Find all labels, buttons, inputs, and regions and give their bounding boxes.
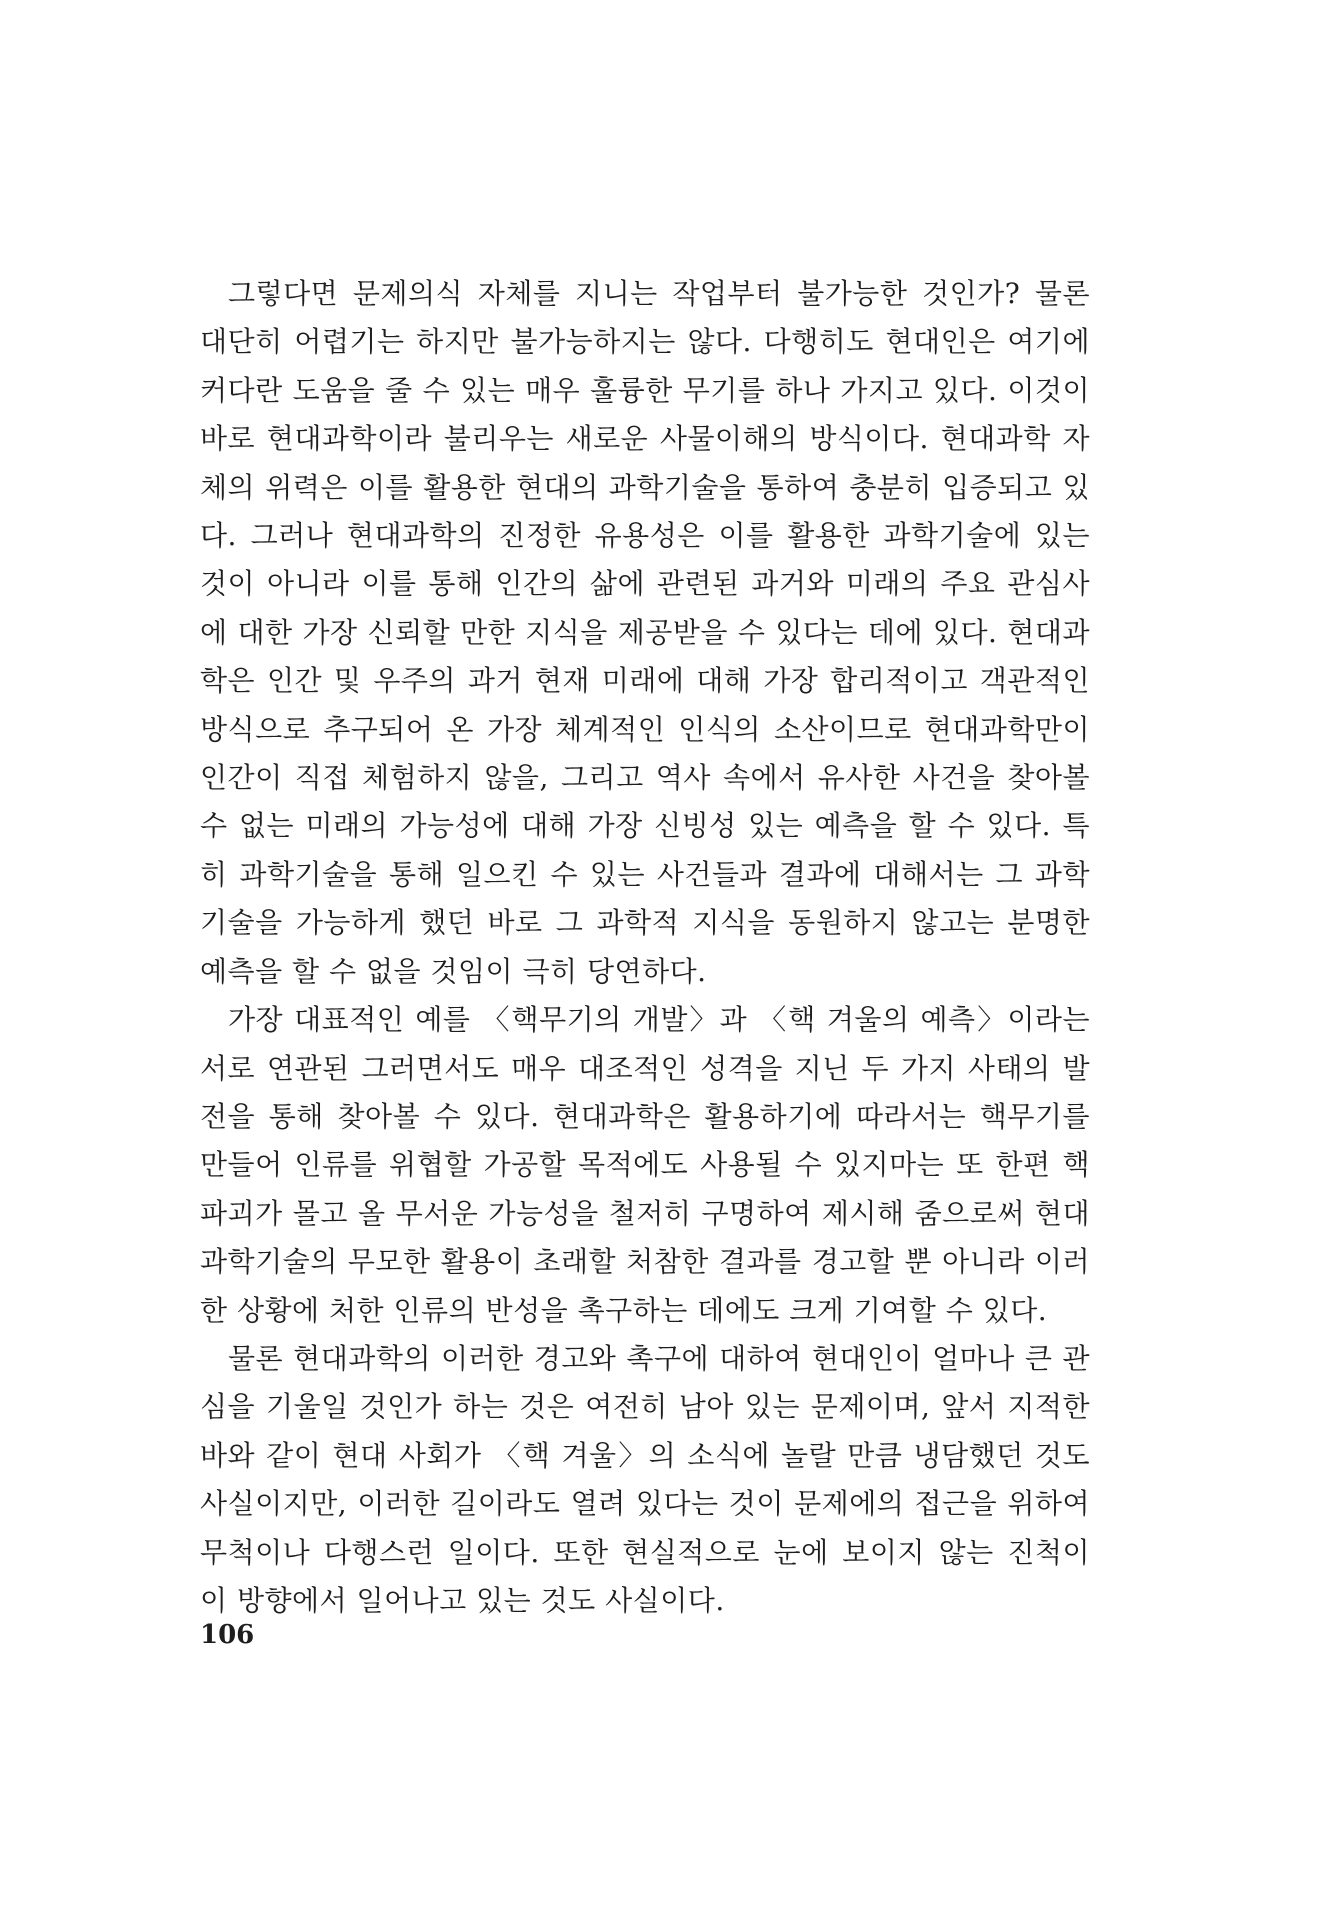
page-number: 106	[200, 1620, 255, 1650]
body-text	[200, 270, 1090, 1625]
paragraph-2: 가장 대표적인 예를 〈핵무기의 개발〉과 〈핵 겨울의 예측〉이라는 서로 연관된 그러면서도 매우 대조적인 성격을 지닌 두 가지 사태의 발전을 통해 찾아볼 수 있다. 현대과학은 활용하기에 따라서는 핵무기를 만들어 인류를 위협할 가공할 목적에도 사용될 수 있지마는 또 한편 핵 파괴가 몰고 올 무서운 가능성을 철저히 구명하여 제시해 줌으로써 현대과학기술의 무모한 활용이 초래할 처참한 결과를 경고할 뿐 아니라 이러한 상황에 처한 인류의 반성을 촉구하는 데에도 크게 기여할 수 있다.	[200, 1003, 1090, 1327]
paragraph-3: 물론 현대과학의 이러한 경고와 촉구에 대하여 현대인이 얼마나 큰 관심을 기울일 것인가 하는 것은 여전히 남아 있는 문제이며, 앞서 지적한 바와 같이 현대 사회가 〈핵 겨울〉의 소식에 놀랄 만큼 냉담했던 것도 사실이지만, 이러한 길이라도 열려 있다는 것이 문제에의 접근을 위하여 무척이나 다행스런 일이다. 또한 현실적으로 눈에 보이지 않는 진척이 이 방향에서 일어나고 있는 것도 사실이다.	[200, 1341, 1090, 1617]
paragraph-1: 그렇다면 문제의식 자체를 지니는 작업부터 불가능한 것인가? 물론 대단히 어렵기는 하지만 불가능하지는 않다. 다행히도 현대인은 여기에 커다란 도움을 줄 수 있는 매우 훌륭한 무기를 하나 가지고 있다. 이것이 바로 현대과학이라 불리우는 새로운 사물이해의 방식이다. 현대과학 자체의 위력은 이를 활용한 현대의 과학기술을 통하여 충분히 입증되고 있다. 그러나 현대과학의 진정한 유용성은 이를 활용한 과학기술에 있는 것이 아니라 이를 통해 인간의 삶에 관련된 과거와 미래의 주요 관심사에 대한 가장 신뢰할 만한 지식을 제공받을 수 있다는 데에 있다. 현대과학은 인간 및 우주의 과거 현재 미래에 대해 가장 합리적이고 객관적인 방식으로 추구되어 온 가장 체계적인 인식의 소산이므로 현대과학만이 인간이 직접 체험하지 않을, 그리고 역사 속에서 유사한 사건을 찾아볼 수 없는 미래의 가능성에 대해 가장 신빙성 있는 예측을 할 수 있다. 특히 과학기술을 통해 일으킨 수 있는 사건들과 결과에 대해서는 그 과학기술을 가능하게 했던 바로 그 과학적 지식을 동원하지 않고는 분명한 예측을 할 수 없을 것임이 극히 당연하다.	[200, 277, 1090, 988]
